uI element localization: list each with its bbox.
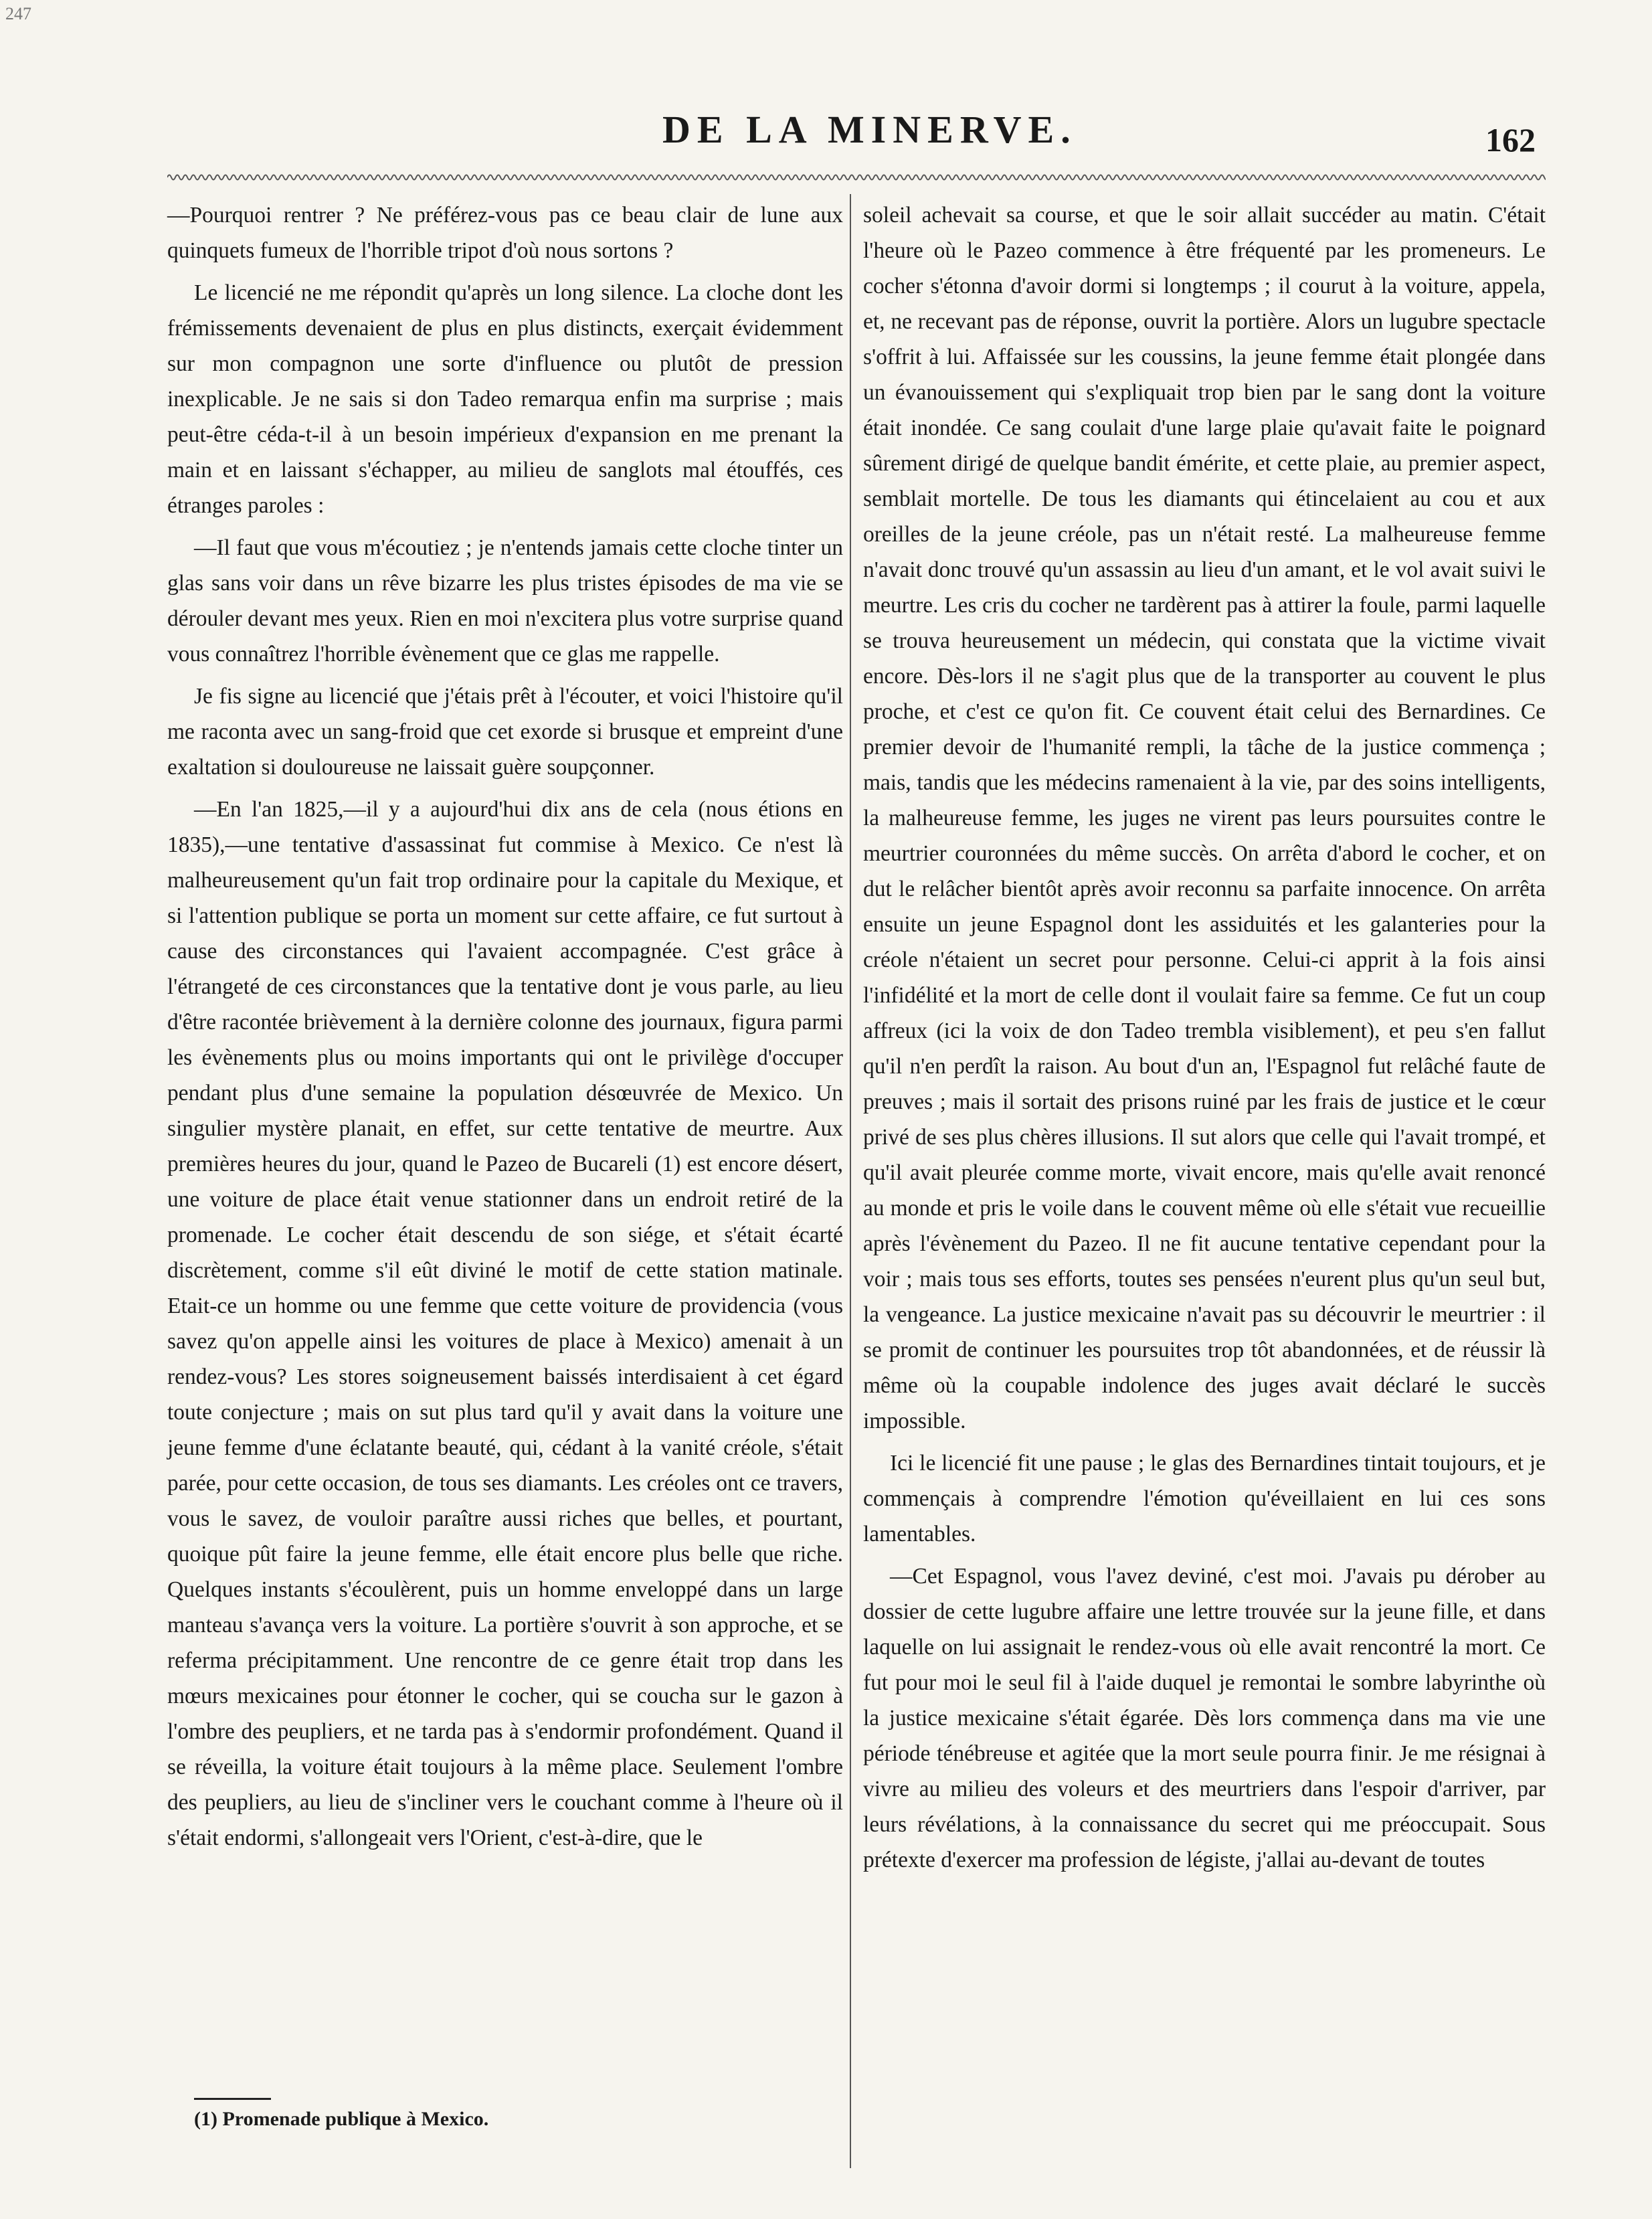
paragraph: —Il faut que vous m'écoutiez ; je n'entends jamais cette cloche tinter un glas sans voir dans un rêve bizarre les plus tristes épisodes de ma vie se dérouler devant mes yeux. Rien en moi n'excitera plus votre surprise quand vous connaîtrez l'horrible évènement que ce glas me rappelle. <box>167 535 843 667</box>
paragraph: Je fis signe au licencié que j'étais prêt à l'écouter, et voici l'histoire qu'il me raconta avec un sang-froid que cet exorde si brusque et empreint d'une exaltation si douloureuse ne laissait guère soupçonner. <box>167 684 843 780</box>
footnote-rule <box>194 2098 271 2100</box>
paragraph: —En l'an 1825,—il y a aujourd'hui dix ans de cela (nous étions en 1835),—une tentative d'assassinat fut commise à Mexico. Ce n'est là malheureusement qu'un fait trop ordinaire pour la capitale du Mexique, et si l'attention publique se porta un moment sur cette affaire, ce fut surtout à cause des circonstances qui l'avaient accompagnée. C'est grâce à l'étrangeté de ces circonstances que la tentative dont je vous parle, au lieu d'être racontée brièvement à la dernière colonne des journaux, figura parmi les évènements plus ou moins importants qui ont le privilège d'occuper pendant plus d'une semaine la population désœuvrée de Mexico. Un singulier mystère planait, en effet, sur cette tentative de meurtre. Aux premières heures du jour, quand le Pazeo de Bucareli (1) est encore désert, une voiture de place était venue stationner dans un endroit retiré de la promenade. Le cocher était descendu de son siége, et s'était écarté discrètement, comme s'il eût diviné le motif de cette station matinale. Etait-ce un homme ou une femme que cette voiture de providencia (vous savez qu'on appelle ainsi les voitures de place à Mexico) amenait à un rendez-vous? Les stores soigneusement baissés interdisaient à cet égard toute conjecture ; mais on sut plus tard qu'il y avait dans la voiture une jeune femme d'une éclatante beauté, qui, cédant à la vanité créole, s'était parée, pour cette occasion, de tous ses diamants. Les créoles ont ce travers, vous le savez, de vouloir paraître aussi riches que belles, et pourtant, quoique pût faire la jeune femme, elle était encore plus belle que riche. Quelques instants s'écoulèrent, puis un homme enveloppé dans un large manteau s'avança vers la voiture. La portière s'ouvrit à son approche, et se referma précipitamment. Une rencontre de ce genre était trop dans les mœurs mexicaines pour étonner le cocher, qui se coucha sur le gazon à l'ombre des peupliers, et ne tarda pas à s'endormir profondément. Quand il se réveilla, la voiture était toujours à la même place. Seulement l'ombre des peupliers, au lieu de s'incliner vers le couchant comme à l'heure où il s'était endormi, s'allongeait vers l'Orient, c'est-à-dire, que le <box>167 797 843 1850</box>
footnote: (1) Promenade publique à Mexico. <box>194 2108 489 2130</box>
margin-mark: 247 <box>5 4 31 23</box>
paragraph: —Pourquoi rentrer ? Ne préférez-vous pas ce beau clair de lune aux quinquets fumeux de l'horrible tripot d'où nous sortons ? <box>167 203 843 263</box>
running-head-title: DE LA MINERVE. <box>662 108 1077 151</box>
paragraph: soleil achevait sa course, et que le soir allait succéder au matin. C'était l'heure où le Pazeo commence à être fréquenté par les promeneurs. Le cocher s'étonna d'avoir dormi si longtemps ; il courut à la voiture, appela, et, ne recevant pas de réponse, ouvrit la portière. Alors un lugubre spectacle s'offrit à lui. Affaissée sur les coussins, la jeune femme était plongée dans un évanouissement qui s'expliquait trop bien par le sang dont la voiture était inondée. Ce sang coulait d'une large plaie qu'avait faite le poignard sûrement dirigé de quelque bandit émérite, et cette plaie, au premier aspect, semblait mortelle. De tous les diamants qui étincelaient au cou et aux oreilles de la jeune créole, pas un n'était resté. La malheureuse femme n'avait donc trouvé qu'un assassin au lieu d'un amant, et le vol avait suivi le meurtre. Les cris du cocher ne tardèrent pas à attirer la foule, parmi laquelle se trouva heureusement un médecin, qui constata que la victime vivait encore. Dès-lors il ne s'agit plus que de la transporter au couvent le plus proche, et c'est ce qu'on fit. Ce couvent était celui des Bernardines. Ce premier devoir de l'humanité rempli, la tâche de la justice commença ; mais, tandis que les médecins ramenaient à la vie, par des soins intelligents, la malheureuse femme, les juges ne virent pas leurs poursuites contre le meurtrier couronnées du même succès. On arrêta d'abord le cocher, et on dut le relâcher bientôt après avoir reconnu sa parfaite innocence. On arrêta ensuite un jeune Espagnol dont les assiduités et les galanteries pour la créole n'étaient un secret pour personne. Celui-ci apprit à la fois ainsi l'infidélité et la mort de celle dont il voulait faire sa femme. Ce fut un coup affreux (ici la voix de don Tadeo trembla visiblement), et peu s'en fallut qu'il n'en perdît la raison. Au bout d'un an, l'Espagnol fut relâché faute de preuves ; mais il sortait des prisons ruiné par les frais de justice et le cœur privé de ses plus chères illusions. Il sut alors que celle qui l'avait trompé, et qu'il avait pleurée comme morte, vivait encore, mais qu'elle avait renoncé au monde et pris le voile dans le couvent même où elle s'était vue recueillie après l'évènement du Pazeo. Il ne fit aucune tentative cependant pour la voir ; mais tous ses efforts, toutes ses pensées n'eurent plus qu'un seul but, la vengeance. La justice mexicaine n'avait pas su découvrir le meurtrier : il se promit de continuer les poursuites trop tôt abandonnées, et de réussir là même où la coupable indolence des juges avait déclaré le succès impossible. <box>863 203 1546 1433</box>
column-divider <box>850 194 851 2168</box>
paragraph: —Cet Espagnol, vous l'avez deviné, c'est moi. J'avais pu dérober au dossier de cette lugubre affaire une lettre trouvée sur la jeune fille, et dans laquelle on lui assignait le rendez-vous où elle avait rencontré la mort. Ce fut pour moi le seul fil à l'aide duquel je remontai le sombre labyrinthe où la justice mexicaine s'était égarée. Dès lors commença dans ma vie une période ténébreuse et agitée que la mort seule pourra finir. Je me résignai à vivre au milieu des voleurs et des meurtriers dans l'espoir d'arriver, par leurs révélations, à la connaissance du secret qui me préoccupait. Sous prétexte d'exercer ma profession de légiste, j'allai au-devant de toutes <box>863 1564 1546 1872</box>
page-number: 162 <box>1485 121 1536 159</box>
right-column <box>863 197 1546 1884</box>
paragraph: Le licencié ne me répondit qu'après un long silence. La cloche dont les frémissements devenaient de plus en plus distincts, exerçait évidemment sur mon compagnon une sorte d'influence ou plutôt de pression inexplicable. Je ne sais si don Tadeo remarqua enfin ma surprise ; mais peut-être céda-t-il à un besoin impérieux d'expansion en me prenant la main et en laissant s'échapper, au milieu de sanglots mal étouffés, ces étranges paroles : <box>167 280 843 518</box>
wavy-rule-divider <box>167 167 1546 187</box>
left-column <box>167 197 843 1862</box>
paragraph: Ici le licencié fit une pause ; le glas des Bernardines tintait toujours, et je commençais à comprendre l'émotion qu'éveillaient en lui ces sons lamentables. <box>863 1451 1546 1546</box>
